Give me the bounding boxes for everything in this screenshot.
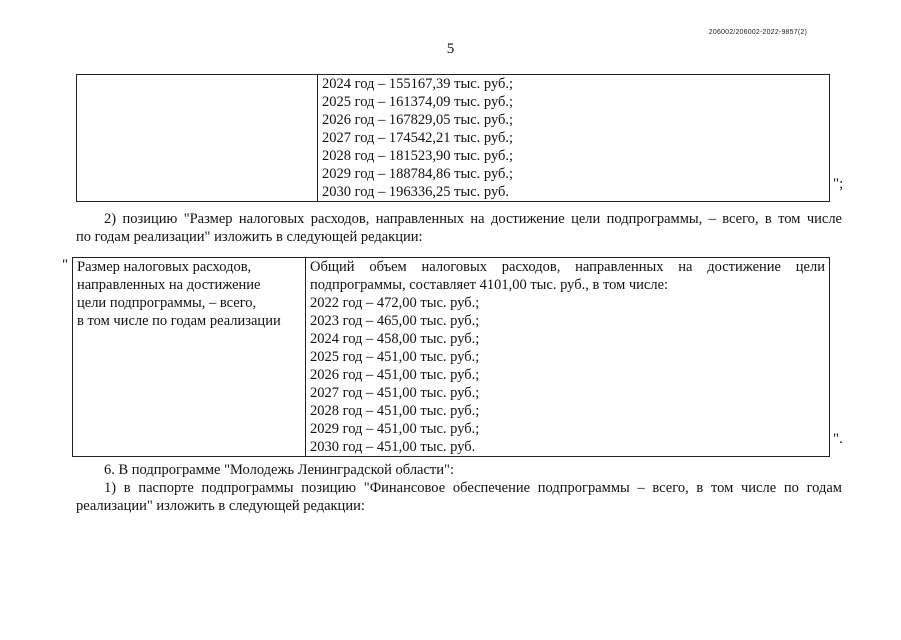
page-number: 5 (446, 41, 455, 57)
table2-year-line: 2026 год – 451,00 тыс. руб.; (310, 367, 480, 383)
table2-opening-quote: " (62, 257, 69, 273)
table1-closing-quote: "; (833, 176, 844, 192)
table2-right-cell (306, 258, 830, 457)
table1-year-line: 2028 год – 181523,90 тыс. руб.; (322, 148, 514, 164)
table2-year-line: 2027 год – 451,00 тыс. руб.; (310, 385, 480, 401)
table2-intro-line: Общий объем налоговых расходов, направленных на достижение цели (310, 259, 825, 275)
table2-year-line: 2025 год – 451,00 тыс. руб.; (310, 349, 480, 365)
table2-left-cell (73, 258, 306, 457)
paragraph-section-6 (76, 461, 842, 479)
table1-year-line: 2025 год – 161374,09 тыс. руб.; (322, 94, 514, 110)
table1-right-cell (318, 75, 830, 202)
table2-year-line: 2022 год – 472,00 тыс. руб.; (310, 295, 480, 311)
paragraph-line: 1) в паспорте подпрограммы позицию "Финансовое обеспечение подпрограммы – всего, в том числе по годам (104, 480, 842, 496)
paragraph-line: по годам реализации" изложить в следующей редакции: (76, 229, 423, 245)
table2-left-line: направленных на достижение (77, 277, 261, 293)
table2-closing-quote: ". (833, 431, 843, 447)
table1-year-line: 2026 год – 167829,05 тыс. руб.; (322, 112, 514, 128)
table1-year-line: 2030 год – 196336,25 тыс. руб. (322, 184, 510, 200)
financing-table-continued (76, 74, 830, 202)
table2-intro-line: подпрограммы, составляет 4101,00 тыс. руб., в том числе: (310, 277, 669, 293)
table1-year-line: 2024 год – 155167,39 тыс. руб.; (322, 76, 514, 92)
table2-year-line: 2023 год – 465,00 тыс. руб.; (310, 313, 480, 329)
table1-year-line: 2027 год – 174542,21 тыс. руб.; (322, 130, 514, 146)
document-id: 206002/206002-2022-9857(2) (708, 29, 807, 36)
tax-expenses-table (72, 257, 830, 457)
table2-year-line: 2024 год – 458,00 тыс. руб.; (310, 331, 480, 347)
table1-year-line: 2029 год – 188784,86 тыс. руб.; (322, 166, 514, 182)
table2-year-line: 2030 год – 451,00 тыс. руб. (310, 439, 476, 455)
paragraph-line: реализации" изложить в следующей редакции: (76, 498, 365, 514)
table2-left-line: в том числе по годам реализации (77, 313, 281, 329)
paragraph-line: 6. В подпрограмме "Молодежь Ленинградской области": (104, 462, 454, 478)
table2-year-line: 2029 год – 451,00 тыс. руб.; (310, 421, 480, 437)
paragraph-passport-position (76, 479, 842, 515)
table2-left-line: Размер налоговых расходов, (77, 259, 252, 275)
table1-left-cell (77, 75, 318, 202)
table2-year-line: 2028 год – 451,00 тыс. руб.; (310, 403, 480, 419)
table2-left-line: цели подпрограммы, – всего, (77, 295, 257, 311)
paragraph-line: 2) позицию "Размер налоговых расходов, направленных на достижение цели подпрограммы, – всего, в том числе (104, 211, 842, 227)
paragraph-tax-position (76, 210, 842, 246)
